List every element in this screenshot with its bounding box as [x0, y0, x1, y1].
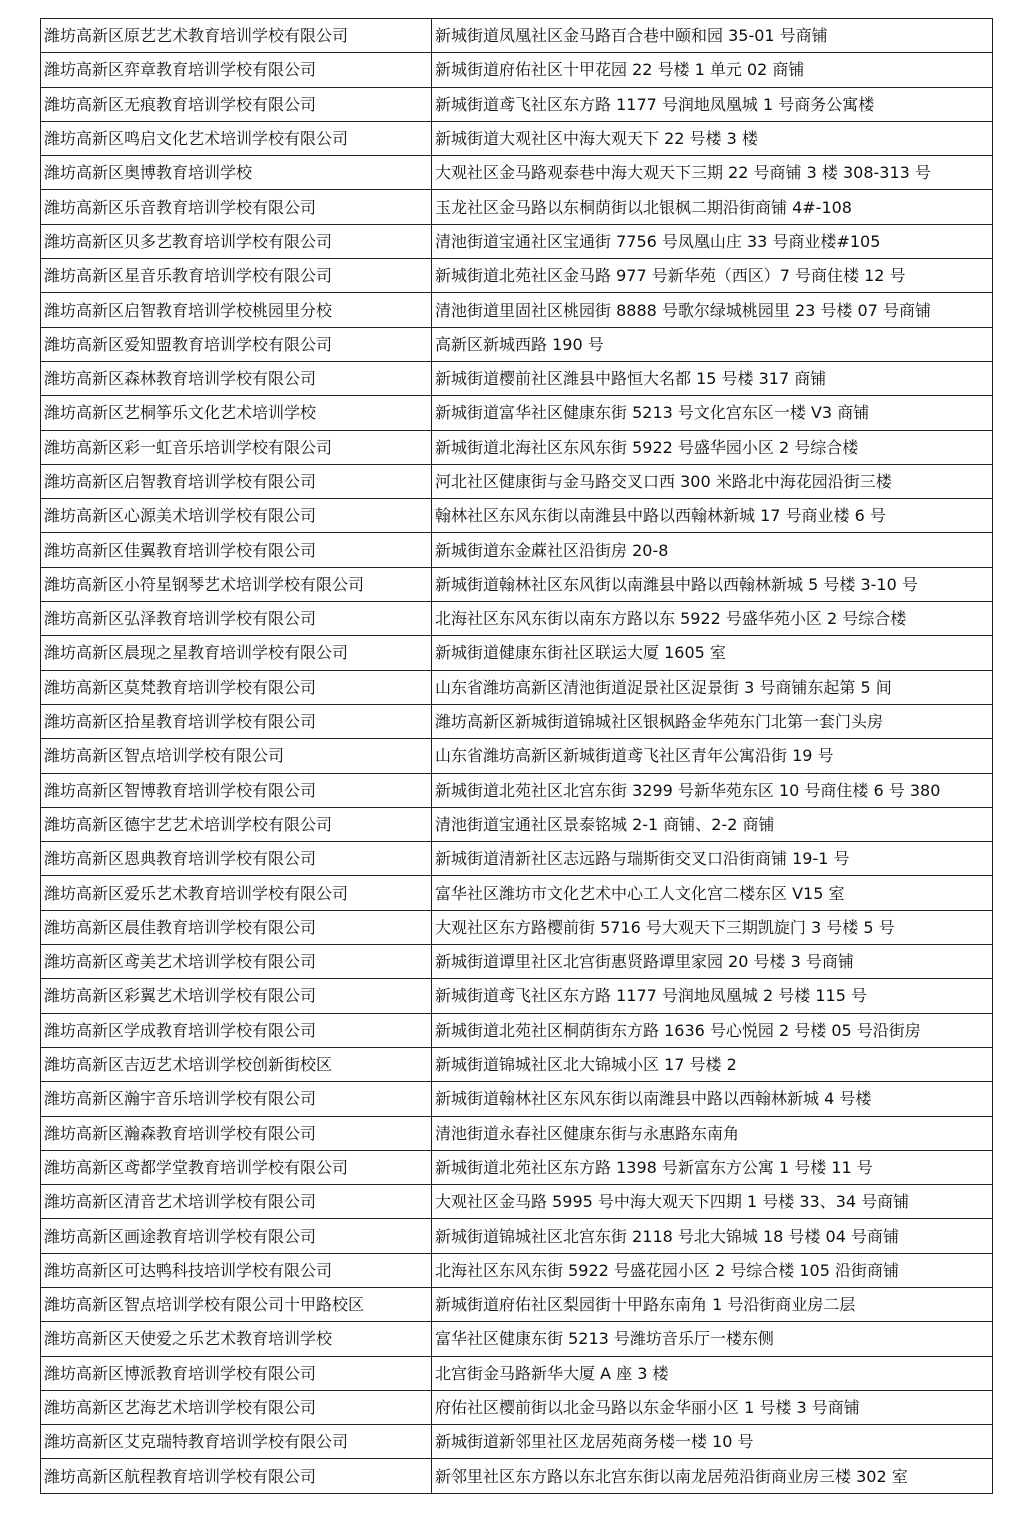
table-row [41, 396, 993, 430]
school-address-cell: 新城街道府佑社区十甲花园 22 号楼 1 单元 02 商铺 [432, 53, 993, 87]
table-body [41, 19, 993, 1494]
table-row [41, 224, 993, 258]
school-address-cell: 新城街道北苑社区桐荫街东方路 1636 号心悦园 2 号楼 05 号沿街房 [432, 1013, 993, 1047]
table-row [41, 910, 993, 944]
school-name-cell: 潍坊高新区智博教育培训学校有限公司 [41, 773, 432, 807]
table-row [41, 1150, 993, 1184]
table-row [41, 979, 993, 1013]
school-address-cell: 大观社区金马路 5995 号中海大观天下四期 1 号楼 33、34 号商铺 [432, 1185, 993, 1219]
table-row [41, 327, 993, 361]
table-row [41, 1219, 993, 1253]
school-address-cell: 北海社区东风东街以南东方路以东 5922 号盛华苑小区 2 号综合楼 [432, 602, 993, 636]
school-address-cell: 山东省潍坊高新区新城街道鸢飞社区青年公寓沿街 19 号 [432, 739, 993, 773]
school-name-cell: 潍坊高新区清音艺术培训学校有限公司 [41, 1185, 432, 1219]
school-name-cell: 潍坊高新区学成教育培训学校有限公司 [41, 1013, 432, 1047]
school-name-cell: 潍坊高新区画途教育培训学校有限公司 [41, 1219, 432, 1253]
school-address-cell: 新城街道翰林社区东风东街以南潍县中路以西翰林新城 4 号楼 [432, 1082, 993, 1116]
school-name-cell: 潍坊高新区智点培训学校有限公司 [41, 739, 432, 773]
school-address-cell: 新城街道大观社区中海大观天下 22 号楼 3 楼 [432, 121, 993, 155]
school-name-cell: 潍坊高新区爱知盟教育培训学校有限公司 [41, 327, 432, 361]
table-row [41, 1253, 993, 1287]
table-row [41, 293, 993, 327]
school-address-cell: 新城街道北苑社区金马路 977 号新华苑（西区）7 号商住楼 12 号 [432, 259, 993, 293]
school-name-cell: 潍坊高新区鸢都学堂教育培训学校有限公司 [41, 1150, 432, 1184]
school-address-cell: 高新区新城西路 190 号 [432, 327, 993, 361]
school-name-cell: 潍坊高新区乐音教育培训学校有限公司 [41, 190, 432, 224]
school-address-cell: 北海社区东风东街 5922 号盛花园小区 2 号综合楼 105 沿街商铺 [432, 1253, 993, 1287]
school-name-cell: 潍坊高新区莫梵教育培训学校有限公司 [41, 670, 432, 704]
school-address-cell: 府佑社区樱前街以北金马路以东金华丽小区 1 号楼 3 号商铺 [432, 1390, 993, 1424]
school-name-cell: 潍坊高新区奥博教育培训学校 [41, 156, 432, 190]
school-address-cell: 新城街道锦城社区北宫东街 2118 号北大锦城 18 号楼 04 号商铺 [432, 1219, 993, 1253]
school-name-cell: 潍坊高新区彩一虹音乐培训学校有限公司 [41, 430, 432, 464]
table-row [41, 739, 993, 773]
school-name-cell: 潍坊高新区弈章教育培训学校有限公司 [41, 53, 432, 87]
school-table-container [40, 18, 992, 1494]
school-address-cell: 新邻里社区东方路以东北宫东街以南龙居苑沿街商业房三楼 302 室 [432, 1459, 993, 1493]
table-row [41, 53, 993, 87]
school-name-cell: 潍坊高新区艺桐筝乐文化艺术培训学校 [41, 396, 432, 430]
school-address-cell: 清池街道宝通社区宝通街 7756 号凤凰山庄 33 号商业楼#105 [432, 224, 993, 258]
school-name-cell: 潍坊高新区原艺艺术教育培训学校有限公司 [41, 19, 432, 53]
school-name-cell: 潍坊高新区启智教育培训学校有限公司 [41, 464, 432, 498]
school-address-cell: 新城街道新邻里社区龙居苑商务楼一楼 10 号 [432, 1425, 993, 1459]
table-row [41, 533, 993, 567]
school-address-cell: 新城街道鸢飞社区东方路 1177 号润地凤凰城 2 号楼 115 号 [432, 979, 993, 1013]
school-address-cell: 富华社区潍坊市文化艺术中心工人文化宫二楼东区 V15 室 [432, 876, 993, 910]
table-row [41, 1185, 993, 1219]
school-name-cell: 潍坊高新区心源美术培训学校有限公司 [41, 499, 432, 533]
school-name-cell: 潍坊高新区吉迈艺术培训学校创新街校区 [41, 1047, 432, 1081]
school-name-cell: 潍坊高新区贝多艺教育培训学校有限公司 [41, 224, 432, 258]
table-row [41, 87, 993, 121]
table-row [41, 876, 993, 910]
school-name-cell: 潍坊高新区彩翼艺术培训学校有限公司 [41, 979, 432, 1013]
table-row [41, 773, 993, 807]
school-name-cell: 潍坊高新区瀚森教育培训学校有限公司 [41, 1116, 432, 1150]
school-address-cell: 新城街道锦城社区北大锦城小区 17 号楼 2 [432, 1047, 993, 1081]
table-row [41, 704, 993, 738]
school-address-cell: 清池街道里固社区桃园街 8888 号歌尔绿城桃园里 23 号楼 07 号商铺 [432, 293, 993, 327]
table-row [41, 1356, 993, 1390]
table-row [41, 1013, 993, 1047]
table-row [41, 842, 993, 876]
table-row [41, 567, 993, 601]
table-row [41, 636, 993, 670]
school-address-cell: 翰林社区东风东街以南潍县中路以西翰林新城 17 号商业楼 6 号 [432, 499, 993, 533]
school-address-cell: 新城街道凤凰社区金马路百合巷中颐和园 35-01 号商铺 [432, 19, 993, 53]
school-address-cell: 玉龙社区金马路以东桐荫街以北银枫二期沿街商铺 4#-108 [432, 190, 993, 224]
school-name-cell: 潍坊高新区拾星教育培训学校有限公司 [41, 704, 432, 738]
table-row [41, 670, 993, 704]
school-address-cell: 北宫街金马路新华大厦 A 座 3 楼 [432, 1356, 993, 1390]
school-address-cell: 河北社区健康街与金马路交叉口西 300 米路北中海花园沿街三楼 [432, 464, 993, 498]
school-address-cell: 清池街道宝通社区景泰铭城 2-1 商铺、2-2 商铺 [432, 807, 993, 841]
school-name-cell: 潍坊高新区晨佳教育培训学校有限公司 [41, 910, 432, 944]
school-name-cell: 潍坊高新区瀚宇音乐培训学校有限公司 [41, 1082, 432, 1116]
school-name-cell: 潍坊高新区恩典教育培训学校有限公司 [41, 842, 432, 876]
school-name-cell: 潍坊高新区鸣启文化艺术培训学校有限公司 [41, 121, 432, 155]
school-name-cell: 潍坊高新区艺海艺术培训学校有限公司 [41, 1390, 432, 1424]
school-address-cell: 新城街道鸢飞社区东方路 1177 号润地凤凰城 1 号商务公寓楼 [432, 87, 993, 121]
school-name-cell: 潍坊高新区鸢美艺术培训学校有限公司 [41, 945, 432, 979]
school-address-cell: 新城街道翰林社区东风街以南潍县中路以西翰林新城 5 号楼 3-10 号 [432, 567, 993, 601]
school-address-cell: 清池街道永春社区健康东街与永惠路东南角 [432, 1116, 993, 1150]
table-row [41, 259, 993, 293]
school-address-cell: 新城街道谭里社区北宫街惠贤路谭里家园 20 号楼 3 号商铺 [432, 945, 993, 979]
table-row [41, 1047, 993, 1081]
table-row [41, 430, 993, 464]
school-name-cell: 潍坊高新区小符星钢琴艺术培训学校有限公司 [41, 567, 432, 601]
school-name-cell: 潍坊高新区星音乐教育培训学校有限公司 [41, 259, 432, 293]
school-name-cell: 潍坊高新区航程教育培训学校有限公司 [41, 1459, 432, 1493]
school-address-cell: 新城街道东金蔴社区沿街房 20-8 [432, 533, 993, 567]
school-address-cell: 富华社区健康东街 5213 号潍坊音乐厅一楼东侧 [432, 1322, 993, 1356]
school-name-cell: 潍坊高新区智点培训学校有限公司十甲路校区 [41, 1287, 432, 1321]
table-row [41, 1116, 993, 1150]
table-row [41, 499, 993, 533]
school-address-cell: 大观社区金马路观泰巷中海大观天下三期 22 号商铺 3 楼 308-313 号 [432, 156, 993, 190]
school-name-cell: 潍坊高新区德宇艺艺术培训学校有限公司 [41, 807, 432, 841]
school-name-cell: 潍坊高新区爱乐艺术教育培训学校有限公司 [41, 876, 432, 910]
school-name-cell: 潍坊高新区可达鸭科技培训学校有限公司 [41, 1253, 432, 1287]
table-row [41, 361, 993, 395]
table-row [41, 121, 993, 155]
school-address-cell: 潍坊高新区新城街道锦城社区银枫路金华苑东门北第一套门头房 [432, 704, 993, 738]
school-address-cell: 新城街道北海社区东风东街 5922 号盛华园小区 2 号综合楼 [432, 430, 993, 464]
school-address-cell: 新城街道樱前社区潍县中路恒大名都 15 号楼 317 商铺 [432, 361, 993, 395]
school-name-cell: 潍坊高新区博派教育培训学校有限公司 [41, 1356, 432, 1390]
school-address-table [40, 18, 993, 1494]
table-row [41, 1287, 993, 1321]
school-address-cell: 新城街道北苑社区东方路 1398 号新富东方公寓 1 号楼 11 号 [432, 1150, 993, 1184]
school-address-cell: 新城街道清新社区志远路与瑞斯街交叉口沿街商铺 19-1 号 [432, 842, 993, 876]
table-row [41, 1322, 993, 1356]
school-name-cell: 潍坊高新区弘泽教育培训学校有限公司 [41, 602, 432, 636]
school-name-cell: 潍坊高新区天使爱之乐艺术教育培训学校 [41, 1322, 432, 1356]
school-address-cell: 新城街道府佑社区梨园街十甲路东南角 1 号沿街商业房二层 [432, 1287, 993, 1321]
table-row [41, 1459, 993, 1493]
table-row [41, 1390, 993, 1424]
school-name-cell: 潍坊高新区启智教育培训学校桃园里分校 [41, 293, 432, 327]
table-row [41, 945, 993, 979]
school-name-cell: 潍坊高新区佳翼教育培训学校有限公司 [41, 533, 432, 567]
school-address-cell: 新城街道健康东街社区联运大厦 1605 室 [432, 636, 993, 670]
table-row [41, 464, 993, 498]
school-address-cell: 新城街道北苑社区北宫东街 3299 号新华苑东区 10 号商住楼 6 号 380 [432, 773, 993, 807]
table-row [41, 156, 993, 190]
school-name-cell: 潍坊高新区森林教育培训学校有限公司 [41, 361, 432, 395]
school-address-cell: 大观社区东方路樱前街 5716 号大观天下三期凯旋门 3 号楼 5 号 [432, 910, 993, 944]
school-name-cell: 潍坊高新区艾克瑞特教育培训学校有限公司 [41, 1425, 432, 1459]
table-row [41, 807, 993, 841]
table-row [41, 190, 993, 224]
school-name-cell: 潍坊高新区无痕教育培训学校有限公司 [41, 87, 432, 121]
table-row [41, 19, 993, 53]
table-row [41, 602, 993, 636]
school-address-cell: 新城街道富华社区健康东街 5213 号文化宫东区一楼 V3 商铺 [432, 396, 993, 430]
school-name-cell: 潍坊高新区晨现之星教育培训学校有限公司 [41, 636, 432, 670]
school-address-cell: 山东省潍坊高新区清池街道浞景社区浞景街 3 号商铺东起第 5 间 [432, 670, 993, 704]
table-row [41, 1425, 993, 1459]
table-row [41, 1082, 993, 1116]
